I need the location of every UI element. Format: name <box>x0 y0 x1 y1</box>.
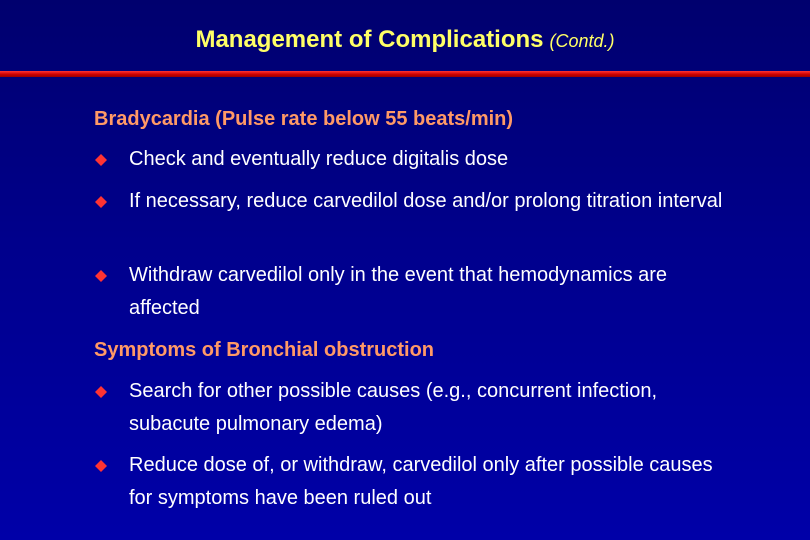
section-heading-bronchial: Symptoms of Bronchial obstruction <box>94 339 435 361</box>
bullet-text: If necessary, reduce carvedilol dose and/or prolong titration interval <box>129 190 723 212</box>
bullet-text: Reduce dose of, or withdraw, carvedilol only after possible causes for symptoms have been ruled out <box>129 454 713 509</box>
diamond-bullet-icon <box>95 270 107 282</box>
bullet-item <box>94 375 734 441</box>
diamond-bullet-icon <box>95 460 107 472</box>
slide-title <box>0 26 810 54</box>
bullet-text: Check and eventually reduce digitalis dose <box>129 148 509 170</box>
diamond-bullet-icon <box>95 196 107 208</box>
title-subtitle: (Contd.) <box>549 31 615 51</box>
bullet-text: Withdraw carvedilol only in the event that hemodynamics are affected <box>129 264 668 319</box>
bullet-item <box>94 143 734 176</box>
bullet-item <box>94 449 734 515</box>
title-divider <box>0 71 810 77</box>
bullet-text: Search for other possible causes (e.g., concurrent infection, subacute pulmonary edema) <box>129 380 658 435</box>
diamond-bullet-icon <box>95 386 107 398</box>
diamond-bullet-icon <box>95 154 107 166</box>
bullet-item <box>94 185 734 218</box>
bullet-item <box>94 259 734 325</box>
section-heading-bradycardia: Bradycardia (Pulse rate below 55 beats/min) <box>94 108 514 130</box>
title-main: Management of Complications <box>195 26 544 53</box>
